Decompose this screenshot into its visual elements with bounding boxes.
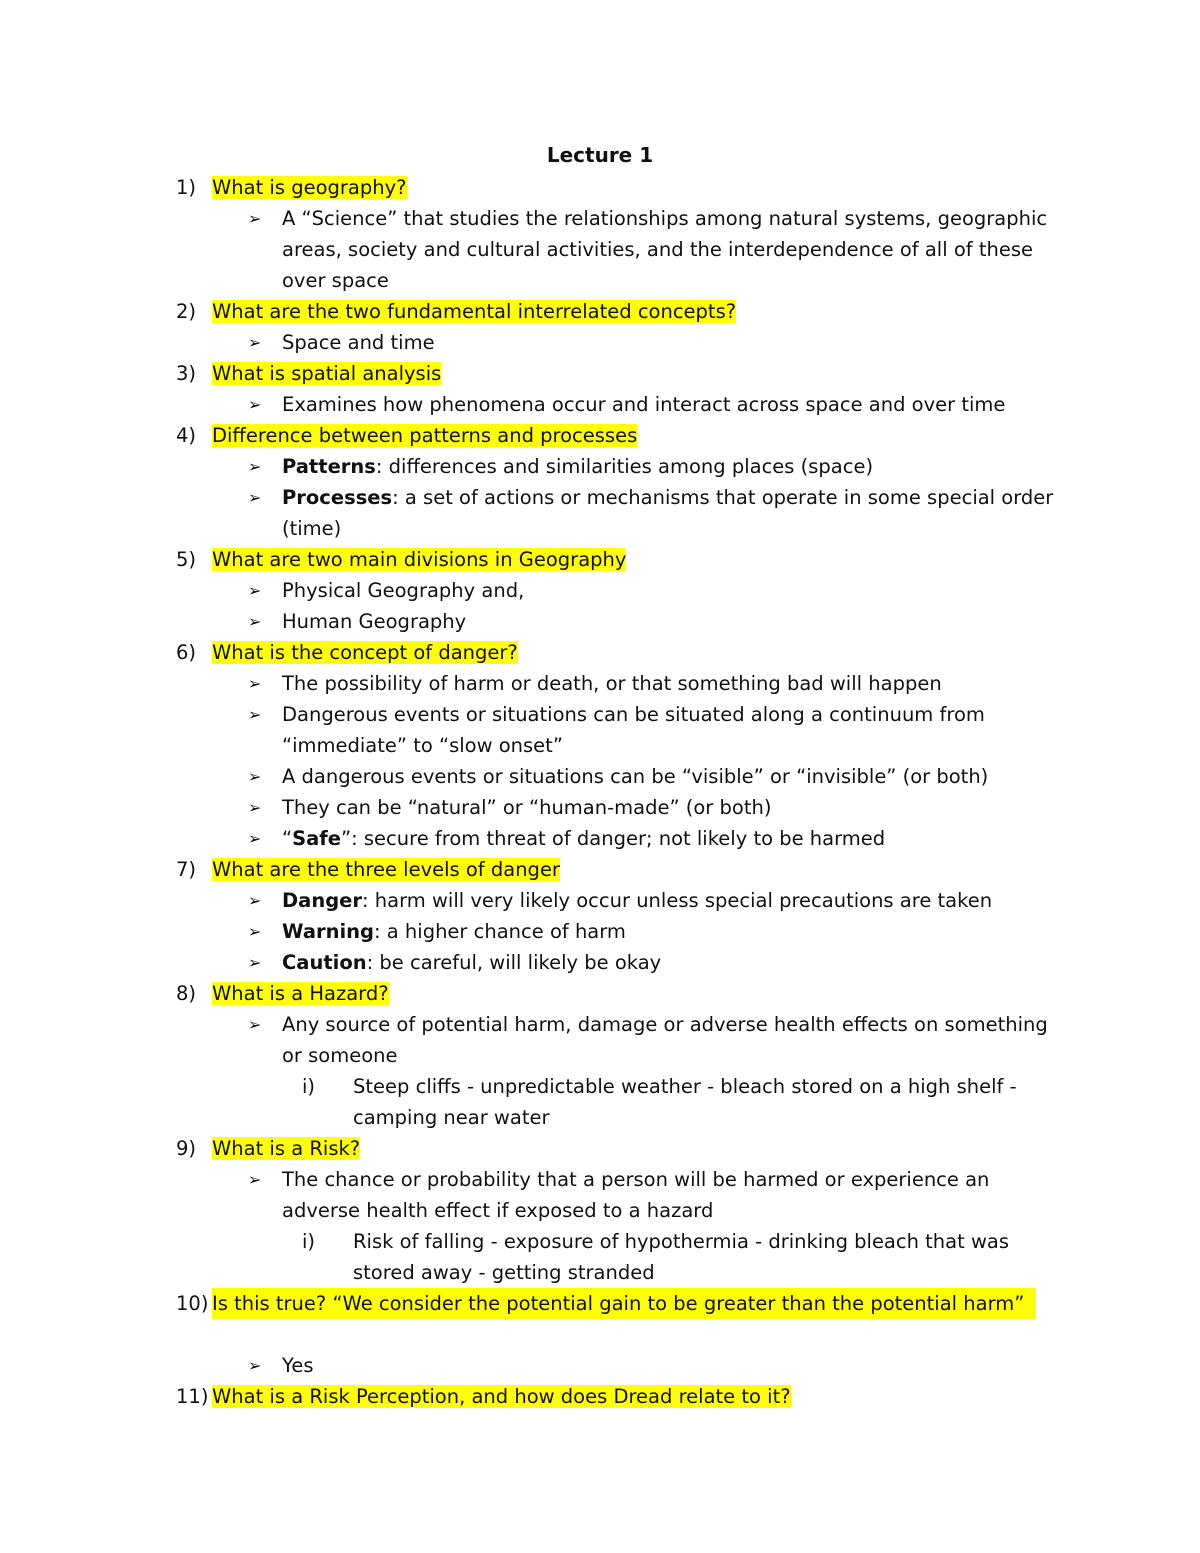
bullet-text: They can be “natural” or “human-made” (or both) [282,796,772,819]
question-number: 5) [176,548,197,571]
bullet-item [248,451,1068,482]
arrow-bullet-icon: ➢ [248,922,262,941]
question-number: 8) [176,982,197,1005]
question-11 [176,1381,1076,1412]
question-3 [176,358,1076,389]
arrow-bullet-icon: ➢ [248,891,262,910]
bullet-item [248,203,1068,296]
question-text: What is a Hazard? [212,982,389,1005]
bullet-text: A “Science” that studies the relationships among natural systems, geographic areas, society and cultural activities, and the interdependence of all of these over space [282,207,1048,292]
bullet-text [282,947,1068,978]
question-text: What is spatial analysis [212,362,442,385]
question-text: Is this true? “We consider the potential gain to be greater than the potential harm” [212,1288,1036,1319]
question-8 [176,978,1076,1009]
page-title: Lecture 1 [546,143,654,167]
arrow-bullet-icon: ➢ [248,612,262,631]
term: Caution [282,951,367,974]
question-text: What are the two fundamental interrelated concepts? [212,300,737,323]
sub-item [302,1226,1062,1288]
definition: : differences and similarities among places (space) [375,455,874,478]
sub-item-number: i) [302,1230,316,1253]
bullet-item [248,823,1068,854]
bullet-text: Space and time [282,331,435,354]
bullet-item [248,699,1068,761]
definition: : be careful, will likely be okay [366,951,662,974]
bullet-text: Human Geography [282,610,467,633]
question-7 [176,854,1076,885]
arrow-bullet-icon: ➢ [248,333,262,352]
bullet-item [248,916,1068,947]
bullet-item [248,885,1068,916]
question-number: 3) [176,362,197,385]
question-9 [176,1133,1076,1164]
arrow-bullet-icon: ➢ [248,767,262,786]
arrow-bullet-icon: ➢ [248,1015,262,1034]
question-number: 2) [176,300,197,323]
bullet-item [248,482,1068,544]
term: Processes [282,486,393,509]
bullet-item [248,575,1068,606]
bullet-item [248,1164,1068,1226]
arrow-bullet-icon: ➢ [248,674,262,693]
question-number: 1) [176,176,197,199]
arrow-bullet-icon: ➢ [248,1356,262,1375]
term: Warning [282,920,374,943]
bullet-text: A dangerous events or situations can be “visible” or “invisible” (or both) [282,765,989,788]
arrow-bullet-icon: ➢ [248,953,262,972]
bullet-item [248,761,1068,792]
arrow-bullet-icon: ➢ [248,1170,262,1189]
bullet-item [248,1350,1068,1381]
question-10 [176,1288,1036,1319]
sub-item [302,1071,1062,1133]
bullet-text [282,916,1068,947]
question-number: 11) [176,1385,209,1408]
definition: ”: secure from threat of danger; not likely to be harmed [341,827,886,850]
arrow-bullet-icon: ➢ [248,209,262,228]
question-number: 4) [176,424,197,447]
question-number: 9) [176,1137,197,1160]
question-text: What are the three levels of danger [212,858,560,881]
definition: : a set of actions or mechanisms that operate in some special order (time) [282,486,1054,540]
term: Safe [292,827,342,850]
bullet-item [248,327,1068,358]
bullet-text [282,482,1068,544]
bullet-item [248,389,1068,420]
bullet-text [282,451,1068,482]
bullet-text: Physical Geography and, [282,579,525,602]
bullet-text: The chance or probability that a person will be harmed or experience an adverse health effect if exposed to a hazard [282,1168,990,1222]
arrow-bullet-icon: ➢ [248,488,262,507]
arrow-bullet-icon: ➢ [248,705,262,724]
question-number: 6) [176,641,197,664]
question-text: Difference between patterns and processes [212,424,638,447]
question-text: What is geography? [212,176,407,199]
arrow-bullet-icon: ➢ [248,581,262,600]
question-5 [176,544,1076,575]
arrow-bullet-icon: ➢ [248,798,262,817]
sub-item-text: Steep cliffs - unpredictable weather - bleach stored on a high shelf - camping near water [353,1075,1017,1129]
bullet-text [282,823,1068,854]
bullet-text: Any source of potential harm, damage or adverse health effects on something or someone [282,1013,1048,1067]
bullet-text: Dangerous events or situations can be situated along a continuum from “immediate” to “slow onset” [282,703,985,757]
question-text: What is a Risk? [212,1137,361,1160]
question-1 [176,172,1076,203]
question-text: What is a Risk Perception, and how does Dread relate to it? [212,1385,791,1408]
question-number: 7) [176,858,197,881]
question-6 [176,637,1076,668]
question-number: 10) [176,1292,209,1315]
arrow-bullet-icon: ➢ [248,457,262,476]
bullet-item [248,792,1068,823]
open-quote: “ [282,827,293,850]
bullet-text: Examines how phenomena occur and interact across space and over time [282,393,1006,416]
term: Danger [282,889,363,912]
bullet-item [248,606,1068,637]
bullet-item [248,947,1068,978]
sub-item-text: Risk of falling - exposure of hypothermia - drinking bleach that was stored away - getting stranded [353,1230,1010,1284]
sub-item-number: i) [302,1075,316,1098]
arrow-bullet-icon: ➢ [248,829,262,848]
question-text: What are two main divisions in Geography [212,548,627,571]
question-2 [176,296,1076,327]
question-4 [176,420,1076,451]
question-text: What is the concept of danger? [212,641,518,664]
bullet-text: Yes [282,1354,314,1377]
bullet-text: The possibility of harm or death, or that something bad will happen [282,672,942,695]
bullet-text [282,885,1068,916]
definition: : harm will very likely occur unless special precautions are taken [362,889,993,912]
arrow-bullet-icon: ➢ [248,395,262,414]
bullet-item [248,668,1068,699]
term: Patterns [282,455,376,478]
bullet-item [248,1009,1068,1071]
definition: : a higher chance of harm [374,920,626,943]
